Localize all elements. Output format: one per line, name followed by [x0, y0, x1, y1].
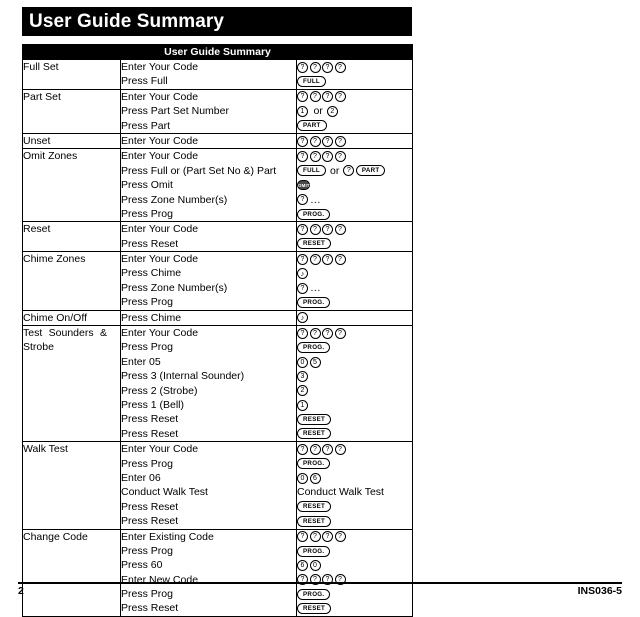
step-keys	[297, 369, 412, 383]
keypad-key-chime: ♪	[297, 268, 308, 279]
table-body	[23, 60, 413, 617]
step-instruction: Press 60	[121, 559, 163, 572]
user-guide-summary-table	[22, 44, 413, 617]
keypad-key-question: ?	[322, 151, 333, 162]
step-instruction: Press Prog	[121, 544, 173, 557]
keypad-key-question: ?	[335, 254, 346, 265]
keypad-key-question: ?	[297, 254, 308, 265]
keypad-key-question: ?	[310, 328, 321, 339]
row-category-cell	[23, 252, 121, 311]
step-keys	[297, 90, 412, 104]
row-category-label: Full Set	[23, 61, 59, 73]
row-steps-cell	[121, 442, 297, 529]
table-row	[23, 60, 413, 90]
step-instruction: Enter Your Code	[121, 61, 199, 73]
row-category-cell	[23, 310, 121, 325]
step-keys	[297, 149, 412, 163]
keypad-key-prog: PROG.	[297, 209, 330, 220]
step-instruction: Press Zone Number(s)	[121, 281, 228, 294]
step-instruction: Conduct Walk Test	[121, 486, 208, 499]
step-keys	[297, 222, 412, 236]
step-keys	[297, 326, 412, 340]
step-keys	[297, 544, 412, 558]
step-instruction: Press Chime	[121, 267, 182, 280]
step-instruction: Enter 06	[121, 471, 161, 484]
step-keys	[297, 398, 412, 412]
step-keys	[297, 530, 412, 544]
step-keys	[297, 427, 412, 441]
footer-page-number: 2	[18, 585, 24, 597]
keypad-key-question: ?	[297, 224, 308, 235]
step-instruction: Enter Your Code	[121, 443, 199, 456]
row-steps-cell	[121, 133, 297, 148]
keypad-key-prog: PROG.	[297, 546, 330, 557]
keypad-key-question: ?	[310, 62, 321, 73]
step-instruction: Press Prog	[121, 457, 173, 470]
keypad-key-prog: PROG.	[297, 458, 330, 469]
keypad-key-question: ?	[297, 151, 308, 162]
keypad-key-question: ?	[335, 574, 346, 585]
keypad-key-6: 6	[297, 560, 308, 571]
keypad-key-question: ?	[297, 328, 308, 339]
step-instruction: Press Part Set Number	[121, 105, 229, 118]
table-row	[23, 222, 413, 252]
step-keys	[297, 119, 412, 133]
row-steps-cell	[121, 310, 297, 325]
row-keys-cell	[297, 222, 413, 252]
table-row	[23, 310, 413, 325]
keypad-key-question: ?	[297, 283, 308, 294]
row-keys-cell	[297, 326, 413, 442]
step-keys	[297, 178, 412, 192]
step-keys	[297, 281, 412, 295]
row-keys-cell	[297, 149, 413, 222]
table-row	[23, 529, 413, 616]
row-category-cell	[23, 222, 121, 252]
step-keys	[297, 193, 412, 207]
table-row	[23, 326, 413, 442]
table-row	[23, 89, 413, 133]
key-separator-or: or	[313, 105, 323, 118]
step-keys	[297, 60, 412, 74]
keypad-key-6: 6	[310, 473, 321, 484]
keypad-key-question: ?	[335, 91, 346, 102]
keypad-key-question: ?	[322, 444, 333, 455]
keypad-key-full: FULL	[297, 76, 326, 87]
page-title: User Guide Summary	[29, 11, 225, 32]
step-instruction: Enter Your Code	[121, 90, 199, 103]
step-instruction: Press Reset	[121, 500, 179, 513]
table-row	[23, 133, 413, 148]
step-instruction: Press Reset	[121, 237, 179, 250]
step-keys	[297, 237, 412, 251]
keypad-key-2: 2	[327, 106, 338, 117]
keypad-key-question: ?	[297, 531, 308, 542]
keypad-key-reset: RESET	[297, 414, 331, 425]
step-keys	[297, 266, 412, 280]
row-category-label: Chime On/Off	[23, 311, 87, 324]
row-keys-cell	[297, 60, 413, 90]
keypad-key-question: ?	[297, 444, 308, 455]
keypad-key-part: PART	[297, 120, 327, 131]
keypad-key-reset: RESET	[297, 238, 331, 249]
row-category-label: Omit Zones	[23, 150, 78, 163]
step-keys	[297, 485, 412, 499]
keypad-key-1: 1	[297, 106, 308, 117]
step-instruction: Enter Existing Code	[121, 530, 214, 543]
step-instruction: Press Reset	[121, 413, 179, 426]
footer-divider	[18, 582, 622, 584]
keypad-key-reset: RESET	[297, 516, 331, 527]
step-instruction: Press Chime	[121, 311, 182, 324]
keypad-key-2: 2	[297, 385, 308, 396]
table-row	[23, 442, 413, 529]
keypad-key-question: ?	[297, 136, 308, 147]
keypad-key-question: ?	[322, 136, 333, 147]
step-keys	[297, 207, 412, 221]
keypad-key-omit: OMIT	[297, 180, 310, 190]
key-instruction-text: Conduct Walk Test	[297, 486, 384, 499]
step-instruction: Press Part	[121, 119, 171, 132]
keypad-key-question: ?	[310, 444, 321, 455]
step-instruction: Enter Your Code	[121, 223, 199, 236]
page-footer	[18, 585, 622, 601]
keypad-key-question: ?	[310, 91, 321, 102]
row-keys-cell	[297, 133, 413, 148]
keypad-key-question: ?	[335, 151, 346, 162]
keypad-key-question: ?	[297, 91, 308, 102]
keypad-key-prog: PROG.	[297, 297, 330, 308]
table-row	[23, 252, 413, 311]
row-category-cell	[23, 326, 121, 442]
step-keys	[297, 340, 412, 354]
row-steps-cell	[121, 89, 297, 133]
row-steps-cell	[121, 326, 297, 442]
keypad-key-question: ?	[322, 574, 333, 585]
step-instruction: Press Full	[121, 75, 168, 88]
row-keys-cell	[297, 442, 413, 529]
step-instruction: Press Omit	[121, 179, 173, 192]
step-instruction: Enter Your Code	[121, 150, 199, 163]
row-category-label: Chime Zones	[23, 253, 86, 266]
step-keys	[297, 514, 412, 528]
keypad-key-question: ?	[297, 62, 308, 73]
keypad-key-question: ?	[322, 254, 333, 265]
keypad-key-question: ?	[297, 194, 308, 205]
step-instruction: Press 1 (Bell)	[121, 399, 185, 412]
row-category-label: Reset	[23, 223, 51, 236]
table-header-row	[23, 45, 413, 60]
step-keys	[297, 74, 412, 88]
step-instruction: Enter 05	[121, 355, 161, 368]
keypad-key-chime: ♪	[297, 312, 308, 323]
keypad-key-question: ?	[297, 574, 308, 585]
step-keys	[297, 500, 412, 514]
step-keys	[297, 355, 412, 369]
step-instruction: Press Reset	[121, 515, 179, 528]
step-instruction: Press 3 (Internal Sounder)	[121, 370, 245, 383]
keypad-key-1: 1	[297, 400, 308, 411]
row-category-cell	[23, 133, 121, 148]
keypad-key-0: 0	[297, 357, 308, 368]
keypad-key-question: ?	[335, 224, 346, 235]
step-keys	[297, 558, 412, 572]
step-keys	[297, 311, 412, 325]
keypad-key-prog: PROG.	[297, 342, 330, 353]
step-instruction: Enter Your Code	[121, 253, 199, 266]
step-instruction: Enter Your Code	[121, 327, 199, 340]
step-keys	[297, 295, 412, 309]
row-category-cell	[23, 529, 121, 616]
keypad-key-0: 0	[310, 560, 321, 571]
row-category-label: Change Code	[23, 530, 88, 543]
step-instruction: Press Prog	[121, 296, 173, 309]
step-instruction: Press Prog	[121, 588, 173, 601]
key-repeat-ellipsis: ...	[310, 281, 321, 294]
row-keys-cell	[297, 89, 413, 133]
keypad-key-reset: RESET	[297, 428, 331, 439]
step-instruction: Enter Your Code	[121, 134, 199, 147]
keypad-key-question: ?	[310, 151, 321, 162]
keypad-key-reset: RESET	[297, 501, 331, 512]
row-category-label: Test Sounders &	[23, 327, 107, 340]
keypad-key-full: FULL	[297, 165, 326, 176]
step-instruction: Press Prog	[121, 341, 173, 354]
keypad-key-reset: RESET	[297, 603, 331, 614]
keypad-key-question: ?	[335, 531, 346, 542]
row-category-label: Part Set	[23, 90, 61, 103]
keypad-key-5: 5	[310, 357, 321, 368]
keypad-key-question: ?	[322, 91, 333, 102]
keypad-key-question: ?	[322, 328, 333, 339]
page-title-banner	[22, 7, 412, 36]
row-category-cell	[23, 149, 121, 222]
step-keys	[297, 252, 412, 266]
key-separator-or: or	[330, 164, 340, 177]
row-steps-cell	[121, 222, 297, 252]
keypad-key-question: ?	[322, 531, 333, 542]
row-steps-cell	[121, 60, 297, 90]
step-keys	[297, 134, 412, 148]
step-instruction: Press Reset	[121, 602, 179, 615]
keypad-key-question: ?	[310, 224, 321, 235]
keypad-key-question: ?	[310, 254, 321, 265]
step-keys	[297, 164, 412, 178]
row-keys-cell	[297, 252, 413, 311]
key-repeat-ellipsis: ...	[310, 193, 321, 206]
step-keys	[297, 384, 412, 398]
row-keys-cell	[297, 310, 413, 325]
keypad-key-question: ?	[310, 531, 321, 542]
row-category-label: Walk Test	[23, 443, 68, 456]
step-keys	[297, 471, 412, 485]
step-keys	[297, 104, 412, 118]
step-instruction: Enter New Code	[121, 573, 199, 586]
row-category-cell	[23, 60, 121, 90]
step-keys	[297, 412, 412, 426]
keypad-key-question: ?	[335, 328, 346, 339]
keypad-key-question: ?	[335, 444, 346, 455]
keypad-key-prog: PROG.	[297, 589, 330, 600]
keypad-key-question: ?	[310, 574, 321, 585]
step-instruction: Press Prog	[121, 207, 173, 220]
step-keys	[297, 457, 412, 471]
footer-document-code: INS036-5	[577, 585, 622, 597]
row-category-cell	[23, 442, 121, 529]
keypad-key-question: ?	[343, 165, 354, 176]
step-keys	[297, 601, 412, 615]
row-keys-cell	[297, 529, 413, 616]
row-category-label: Strobe	[23, 341, 54, 354]
step-instruction: Press Zone Number(s)	[121, 193, 228, 206]
keypad-key-question: ?	[322, 224, 333, 235]
table-header-title: User Guide Summary	[23, 45, 413, 60]
keypad-key-3: 3	[297, 371, 308, 382]
keypad-key-question: ?	[335, 62, 346, 73]
row-steps-cell	[121, 529, 297, 616]
row-steps-cell	[121, 252, 297, 311]
step-instruction: Press 2 (Strobe)	[121, 384, 198, 397]
step-instruction: Press Full or (Part Set No &) Part	[121, 164, 277, 177]
step-keys	[297, 442, 412, 456]
keypad-key-question: ?	[335, 136, 346, 147]
step-instruction: Press Reset	[121, 427, 179, 440]
row-steps-cell	[121, 149, 297, 222]
row-category-label: Unset	[23, 134, 51, 147]
table-row	[23, 149, 413, 222]
keypad-key-question: ?	[310, 136, 321, 147]
keypad-key-part: PART	[356, 165, 386, 176]
keypad-key-0: 0	[297, 473, 308, 484]
row-category-cell	[23, 89, 121, 133]
keypad-key-question: ?	[322, 62, 333, 73]
